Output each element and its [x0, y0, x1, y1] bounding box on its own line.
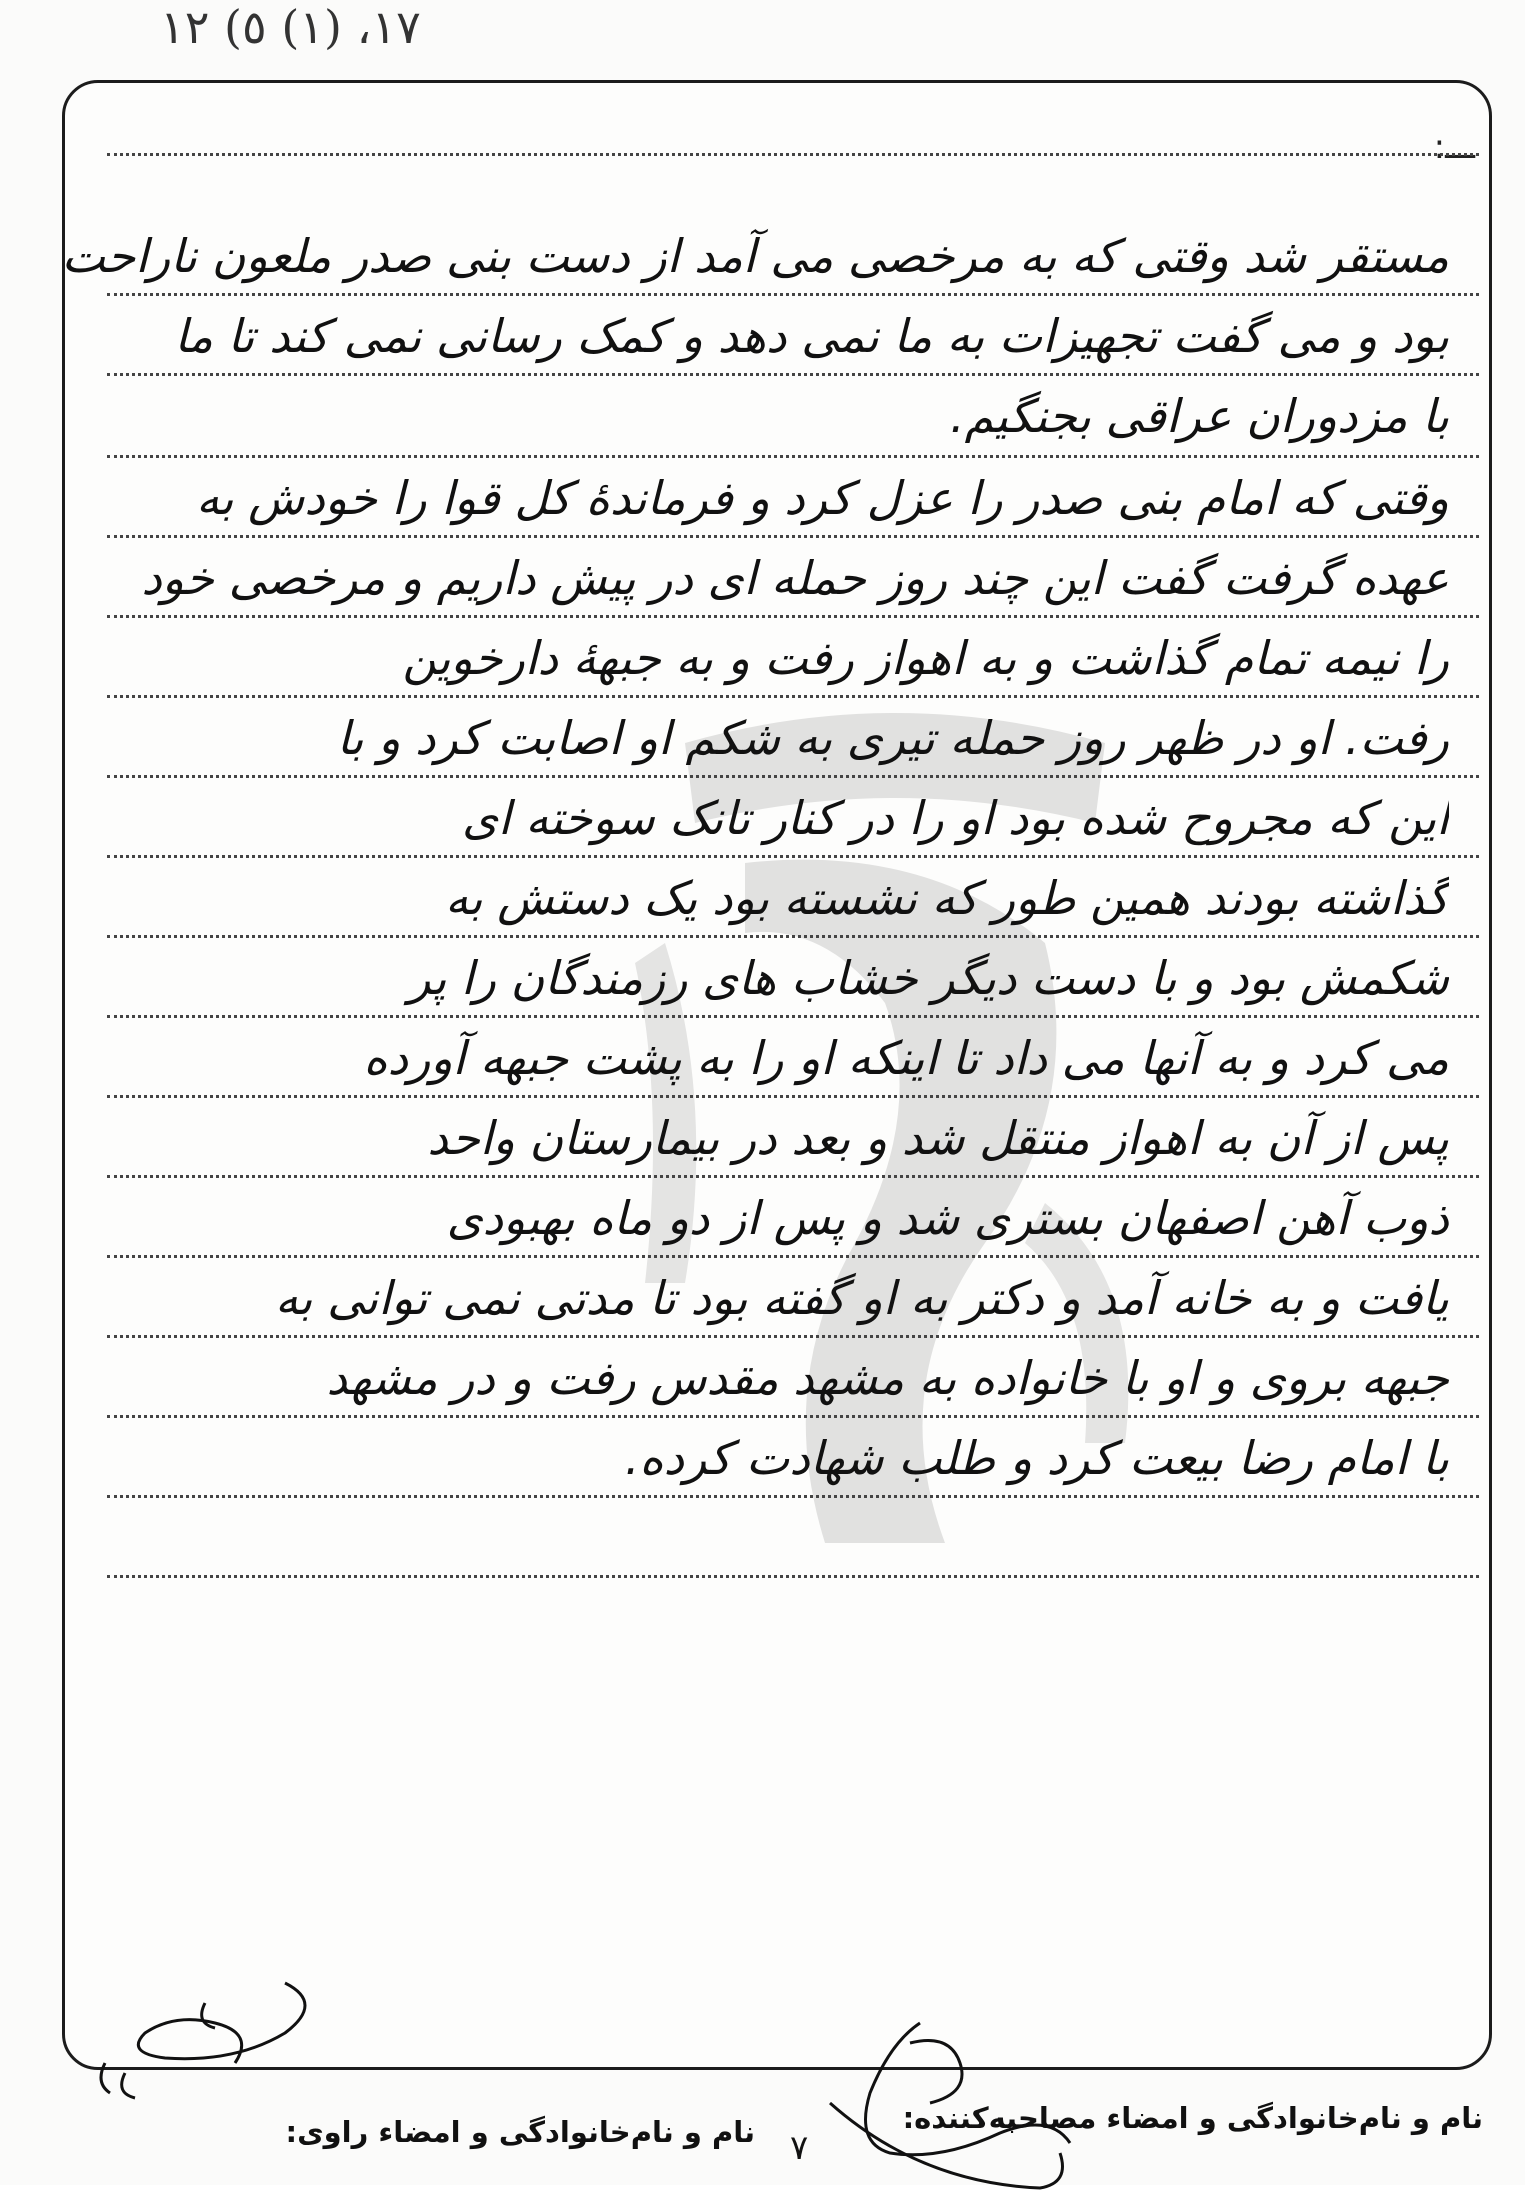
handwritten-line: یافت و به خانه آمد و دکتر به او گفته بود تا مدتی نمی توانی به [275, 1271, 1449, 1325]
ruled-line [107, 455, 1479, 458]
narrator-signature [85, 1963, 345, 2103]
interview-form-sheet [61, 80, 1492, 2149]
narrator-signature-label: نام و نام‌خانوادگی و امضاء راوی: [285, 2115, 755, 2149]
handwritten-line: را نیمه تمام گذاشت و به اهواز رفت و به جبههٔ دارخوین [402, 631, 1449, 685]
ruled-line [107, 293, 1479, 296]
handwritten-line: جبهه بروی و او با خانواده به مشهد مقدس رفت و در مشهد [326, 1351, 1449, 1405]
interviewer-signature-label: نام و نام‌خانوادگی و امضاء مصاحبه‌کننده: [902, 2101, 1483, 2135]
ruled-line [107, 373, 1479, 376]
handwritten-line: ذوب آهن اصفهان بستری شد و پس از دو ماه بهبودی [446, 1191, 1449, 1245]
ruled-line [107, 535, 1479, 538]
handwritten-line: شکمش بود و با دست دیگر خشاب های رزمندگان را پر [408, 951, 1449, 1005]
page-number: ۷ [790, 2128, 809, 2168]
reference-marks: ١٧، (١) ٥) ١٢ [160, 0, 421, 54]
handwritten-line: گذاشته بودند همین طور که نشسته بود یک دستش به [445, 871, 1449, 925]
ruled-line [107, 615, 1479, 618]
handwritten-line: با امام رضا بیعت کرد و طلب شهادت کرده. [624, 1431, 1449, 1485]
handwritten-line: با مزدوران عراقی بجنگیم. [949, 389, 1449, 443]
ruled-line [107, 935, 1479, 938]
ruled-line [107, 1015, 1479, 1018]
handwritten-line: مستقر شد وقتی که به مرخصی می آمد از دست بنی صدر ملعون ناراحت [61, 229, 1449, 283]
handwritten-line: رفت. او در ظهر روز حمله تیری به شکم او اصابت کرد و با [336, 711, 1449, 765]
handwritten-line: این که مجروح شده بود او را در کنار تانک سوخته ای [461, 791, 1449, 845]
ruled-line [107, 153, 1479, 156]
handwritten-line: بود و می گفت تجهیزات به ما نمی دهد و کمک رسانی نمی کند تا ما [174, 309, 1449, 363]
interviewer-signature [800, 1983, 1080, 2203]
ruled-line [107, 855, 1479, 858]
ruled-line [107, 1495, 1479, 1498]
ruled-line [107, 1575, 1479, 1578]
handwritten-line: می کرد و به آنها می داد تا اینکه او را به پشت جبهه آورده [363, 1031, 1449, 1085]
ruled-line [107, 1095, 1479, 1098]
ruled-line [107, 1255, 1479, 1258]
form-header-label: ـــ: [1433, 127, 1475, 167]
ruled-line [107, 695, 1479, 698]
ruled-line [107, 1335, 1479, 1338]
handwritten-line: عهده گرفت گفت این چند روز حمله ای در پیش داریم و مرخصی خود [141, 551, 1449, 605]
handwritten-line: پس از آن به اهواز منتقل شد و بعد در بیمارستان واحد [427, 1111, 1449, 1165]
ruled-line [107, 775, 1479, 778]
ruled-line [107, 1415, 1479, 1418]
ruled-line [107, 1175, 1479, 1178]
handwritten-line: وقتی که امام بنی صدر را عزل کرد و فرماندهٔ کل قوا را خودش به [196, 471, 1449, 525]
